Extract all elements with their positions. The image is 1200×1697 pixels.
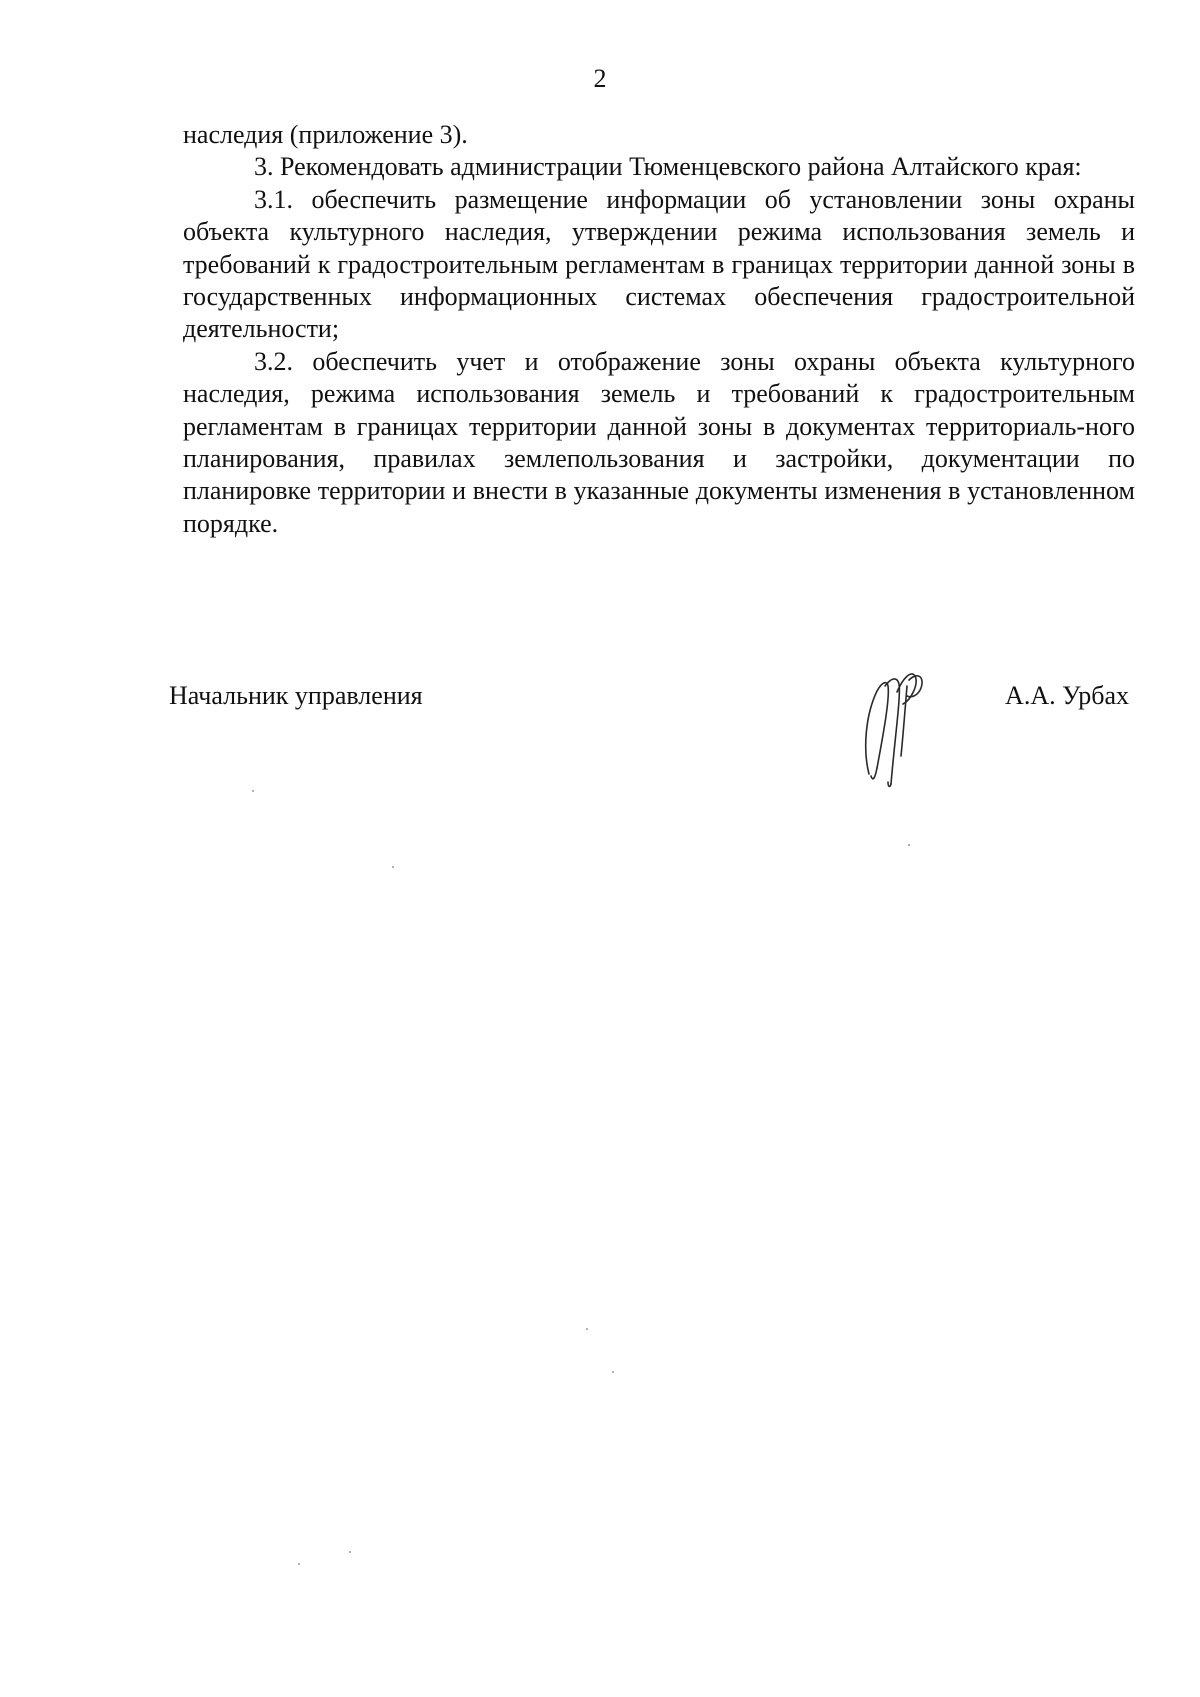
- signatory-name: А.А. Урбах: [1005, 681, 1129, 710]
- page-number: 2: [593, 64, 607, 93]
- scan-speck: [392, 866, 394, 868]
- paragraph-item-3-1: 3.1. обеспечить размещение информации об установлении зоны охраны объекта культурного наследия, утверждении режима использования земель и требований к градостроительным регламентам в границах территории данной зоны в государственных информационных системах обеспечения градостроительной деятельности;: [183, 184, 1135, 344]
- signature-block: [169, 680, 1129, 800]
- scan-speck: [349, 1551, 351, 1553]
- paragraph-item-3-2: 3.2. обеспечить учет и отображение зоны охраны объекта культурного наследия, режима использования земель и требований к градостроительным регламентам в границах территории данной зоны в документах территориаль-ного планирования, правилах землепользования и застройки, документации по планировке территории и внести в указанные документы изменения в установленном порядке.: [183, 346, 1135, 538]
- signatory-position: Начальник управления: [169, 681, 423, 710]
- scan-speck: [612, 1371, 614, 1373]
- scan-speck: [908, 844, 910, 846]
- scan-speck: [298, 1563, 300, 1565]
- scan-speck: [252, 790, 254, 792]
- scan-speck: [586, 1328, 588, 1330]
- paragraph-continuation: наследия (приложение 3).: [183, 120, 468, 149]
- document-body: [183, 119, 1135, 540]
- paragraph-item-3: 3. Рекомендовать администрации Тюменцевского района Алтайского края:: [254, 152, 1082, 182]
- handwritten-signature: [847, 656, 937, 796]
